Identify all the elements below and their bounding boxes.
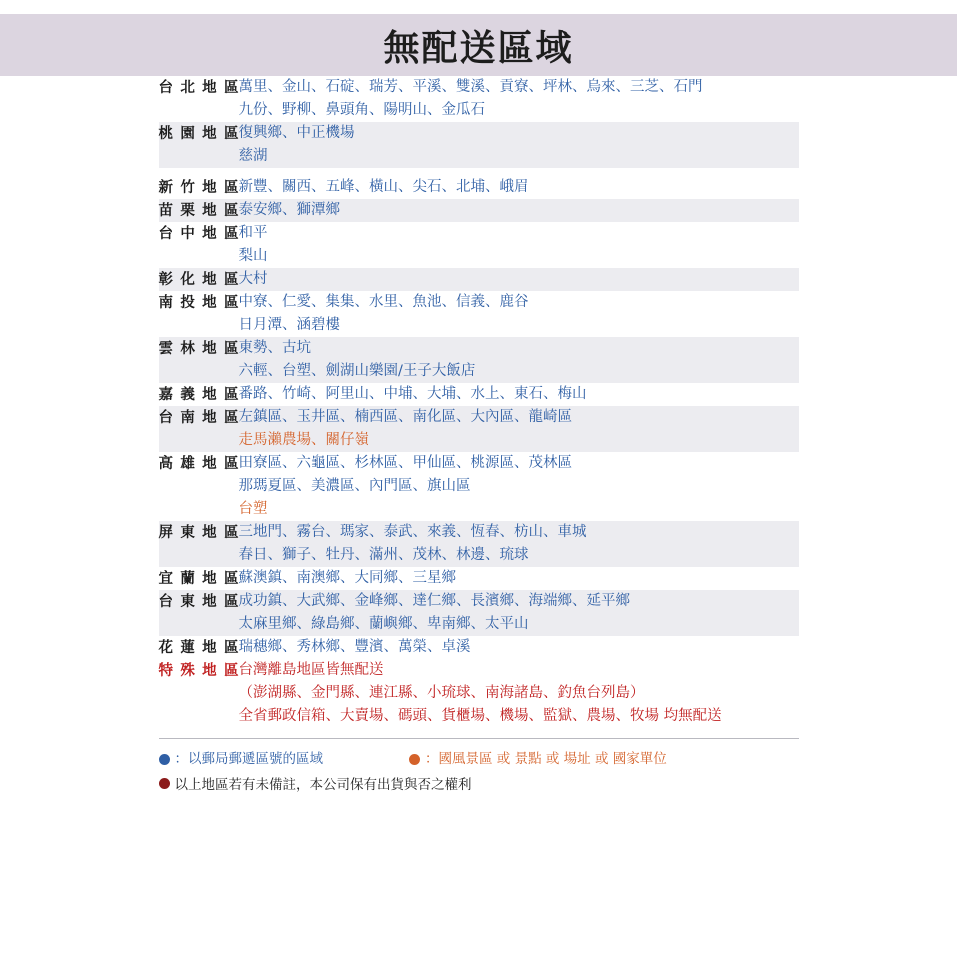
page-title: 無配送區域 (383, 27, 574, 69)
area-line: 泰安鄉、獅潭鄉 (238, 202, 340, 218)
region-areas (239, 291, 799, 337)
region-label: 台東地區 (159, 590, 239, 636)
area-line: 番路、竹崎、阿里山、中埔、大埔、水上、東石、梅山 (238, 386, 587, 402)
area-line: （澎湖縣、金門縣、連江縣、小琉球、南海諸島、釣魚台列島） (238, 685, 645, 701)
region-areas (239, 590, 799, 636)
region-label: 特殊地區 (158, 663, 239, 679)
area-line: 慈湖 (238, 148, 268, 164)
table-row (159, 590, 799, 636)
table-row (159, 452, 799, 521)
area-line: 台灣離島地區皆無配送 (238, 662, 384, 678)
table-body (159, 76, 799, 728)
area-line: 瑞穗鄉、秀林鄉、豐濱、萬榮、卓溪 (238, 639, 471, 655)
region-areas (239, 452, 799, 521)
region-label: 台南地區 (159, 406, 239, 452)
region-label: 高雄地區 (158, 456, 239, 472)
area-line: 和平 (238, 225, 268, 241)
legend-note-label: 以上地區若有未備註，本公司保有出貨與否之權利 (174, 777, 472, 793)
blue-dot-icon (159, 754, 170, 765)
table-row (159, 383, 799, 406)
table-row (159, 199, 799, 222)
area-line: 日月潭、涵碧樓 (238, 317, 340, 333)
region-areas (239, 383, 799, 406)
dark-red-dot-icon (159, 778, 170, 789)
region-label: 屏東地區 (159, 521, 239, 567)
area-line: 中寮、仁愛、集集、水里、魚池、信義、鹿谷 (238, 294, 529, 310)
region-label: 桃園地區 (159, 122, 239, 168)
region-label: 宜蘭地區 (158, 571, 239, 587)
legend-item-orange (409, 748, 667, 770)
table-row (159, 222, 799, 268)
table-row (159, 521, 799, 567)
area-line: 三地門、霧台、瑪家、泰武、來義、恆春、枋山、車城 (238, 524, 587, 540)
orange-dot-icon (409, 754, 420, 765)
table-row (159, 76, 799, 122)
row-spacer (159, 168, 799, 176)
delivery-exclusion-table (159, 76, 799, 728)
region-areas (239, 268, 799, 291)
area-line: 成功鎮、大武鄉、金峰鄉、達仁鄉、長濱鄉、海端鄉、延平鄉 (238, 593, 630, 609)
area-line: 春日、獅子、牡丹、滿州、茂林、林邊、琉球 (238, 547, 529, 563)
area-line: 走馬瀨農場、關仔嶺 (238, 432, 369, 448)
table-row (159, 268, 799, 291)
region-areas (239, 222, 799, 268)
area-line: 九份、野柳、鼻頭角、陽明山、金瓜石 (238, 102, 485, 118)
table-row (159, 636, 799, 659)
region-areas (239, 636, 799, 659)
legend-note-row (159, 773, 799, 793)
legend (159, 738, 799, 793)
region-areas (239, 76, 799, 122)
table-row (159, 406, 799, 452)
table-row (159, 291, 799, 337)
region-areas (239, 406, 799, 452)
region-areas (239, 659, 799, 728)
region-label: 新竹地區 (158, 180, 239, 196)
area-line: 全省郵政信箱、大賣場、碼頭、貨櫃場、機場、監獄、農場、牧場 均無配送 (238, 708, 722, 724)
area-line: 田寮區、六龜區、杉林區、甲仙區、桃源區、茂林區 (238, 455, 572, 471)
region-areas (239, 567, 799, 590)
area-line: 新豐、關西、五峰、橫山、尖石、北埔、峨眉 (238, 179, 529, 195)
area-line: 台塑 (238, 501, 268, 517)
table-row (159, 122, 799, 168)
table-row (159, 337, 799, 383)
area-line: 太麻里鄉、綠島鄉、蘭嶼鄉、卑南鄉、太平山 (238, 616, 529, 632)
table-row (159, 176, 799, 199)
region-label: 苗栗地區 (159, 199, 239, 222)
legend-orange-label: ：國風景區 或 景點 或 場址 或 國家單位 (425, 751, 667, 767)
table-row (159, 659, 799, 728)
area-line: 萬里、金山、石碇、瑞芳、平溪、雙溪、貢寮、坪林、烏來、三芝、石門 (238, 79, 703, 95)
region-label: 台北地區 (158, 80, 239, 96)
region-label: 花蓮地區 (158, 640, 239, 656)
area-line: 左鎮區、玉井區、楠西區、南化區、大內區、龍崎區 (238, 409, 572, 425)
region-label: 台中地區 (158, 226, 239, 242)
region-areas (239, 337, 799, 383)
region-label: 南投地區 (158, 295, 239, 311)
region-label: 雲林地區 (159, 337, 239, 383)
region-label: 彰化地區 (159, 268, 239, 291)
legend-row-top (159, 748, 799, 770)
area-line: 那瑪夏區、美濃區、內門區、旗山區 (238, 478, 471, 494)
area-line: 大村 (238, 271, 268, 287)
region-areas (239, 199, 799, 222)
region-label: 嘉義地區 (158, 387, 239, 403)
row-spacer-cell (159, 168, 799, 176)
region-areas (239, 122, 799, 168)
region-areas (239, 176, 799, 199)
legend-blue-label: ：以郵局郵遞區號的區域 (174, 751, 323, 767)
region-areas (239, 521, 799, 567)
area-line: 蘇澳鎮、南澳鄉、大同鄉、三星鄉 (238, 570, 456, 586)
area-line: 復興鄉、中正機場 (238, 125, 355, 141)
page-title-bar (0, 14, 957, 76)
area-line: 梨山 (238, 248, 268, 264)
legend-item-blue (159, 748, 324, 770)
table-row (159, 567, 799, 590)
area-line: 六輕、台塑、劍湖山樂園/王子大飯店 (238, 363, 476, 379)
area-line: 東勢、古坑 (238, 340, 311, 356)
